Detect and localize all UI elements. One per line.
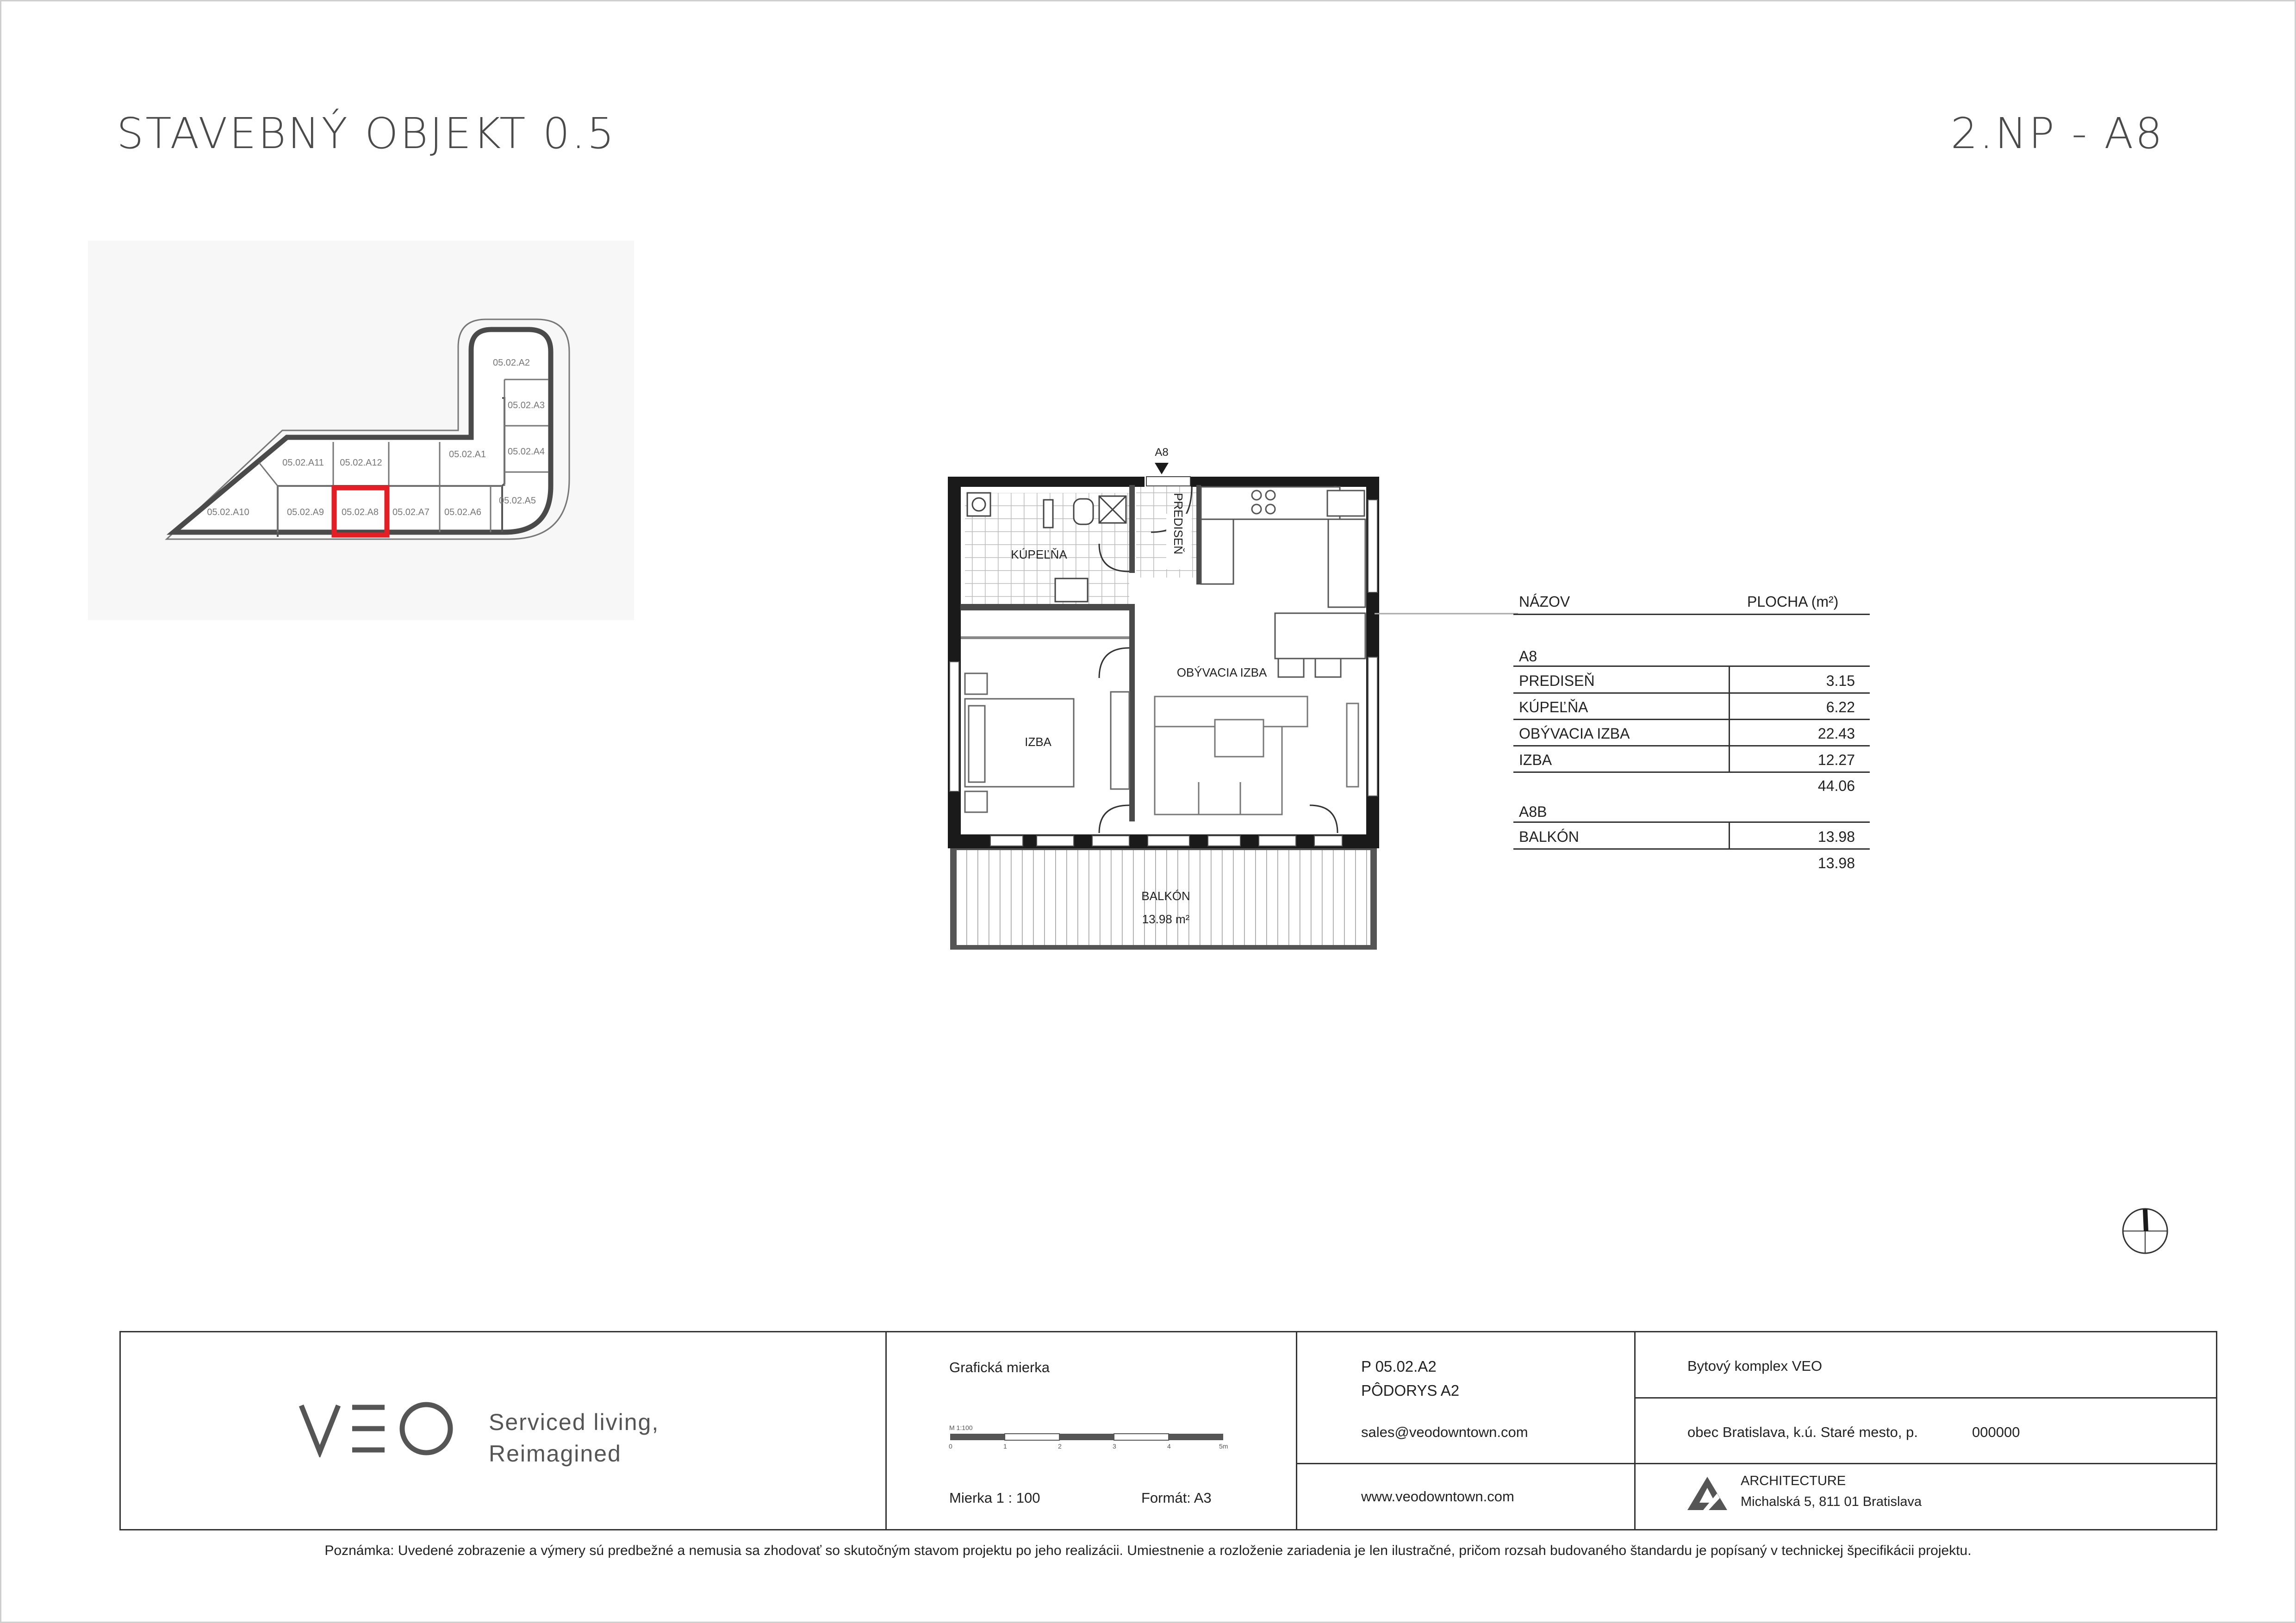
- row-name: OBÝVACIA IZBA: [1519, 725, 1630, 742]
- tagline-line-2: Reimagined: [489, 1441, 622, 1467]
- row-area: 22.43: [1817, 725, 1855, 742]
- window-right-upper: [1368, 500, 1377, 592]
- living-balcony-door-swing: [1310, 805, 1338, 833]
- row-area: 12.27: [1817, 752, 1855, 768]
- row-name: KÚPEĽŇA: [1519, 699, 1588, 715]
- balcony-area-label: 13.98 m²: [1142, 912, 1190, 926]
- area-table: [1513, 588, 1870, 875]
- unit-label-a5: 05.02.A5: [498, 496, 536, 506]
- scale-tick-0: 0: [949, 1443, 952, 1450]
- col-header-area: PLOCHA (m²): [1747, 593, 1839, 610]
- veo-logo: [299, 1402, 466, 1457]
- bedroom-balcony-door-swing: [1099, 805, 1129, 833]
- disclaimer-note: Poznámka: Uvedené zobrazenie a výmery sú predbežné a nemusia sa zhodovať so skutočným stavom projektu po jeho realizácii. Umiestnenie a rozloženie zariadenia je len ilustračné, pričom rozsah budovaného štandardu je popísaný v technickej špecifikácii projektu.: [324, 1543, 1972, 1558]
- project-title: STAVEBNÝ OBJEKT 0.5: [117, 109, 616, 158]
- floor-plan: [940, 440, 1402, 963]
- scale-bar: [949, 1432, 1227, 1455]
- row-name: IZBA: [1519, 752, 1552, 768]
- hall-label: PREDISEŇ: [1171, 493, 1185, 554]
- windows: [990, 836, 1342, 846]
- balcony-railing-front: [951, 945, 1376, 950]
- living-label: OBÝVACIA IZBA: [1176, 665, 1267, 679]
- leader-line: [1375, 610, 1518, 617]
- row-area: 13.98: [1817, 828, 1855, 845]
- tagline-line-1: Serviced living,: [489, 1409, 660, 1435]
- key-plan: [88, 241, 634, 620]
- unit-title: 2.NP - A8: [1950, 109, 2164, 158]
- kitchen: [1201, 487, 1365, 677]
- unit-label-a1: 05.02.A1: [448, 449, 486, 460]
- parcel-number: 000000: [1972, 1424, 2020, 1440]
- architect-logo-icon: [1686, 1475, 1728, 1512]
- row-name: BALKÓN: [1519, 828, 1579, 845]
- drawing-title: PÔDORYS A2: [1361, 1382, 1460, 1399]
- project-name: Bytový komplex VEO: [1687, 1358, 1823, 1374]
- entry-arrow-icon: [1155, 463, 1169, 474]
- unit-label-a7: 05.02.A7: [392, 507, 430, 517]
- balcony-railing-left: [951, 849, 957, 949]
- entry-label: A8: [1155, 446, 1169, 459]
- unit-label-a11: 05.02.A11: [282, 458, 324, 468]
- bathroom-label: KÚPEĽŇA: [1011, 547, 1067, 561]
- group-label-a8b: A8B: [1519, 803, 1547, 820]
- scale-tick-3: 3: [1113, 1443, 1116, 1450]
- unit-label-a2: 05.02.A2: [492, 358, 530, 368]
- col-header-name: NÁZOV: [1519, 593, 1570, 610]
- bedroom-label: IZBA: [1025, 735, 1052, 749]
- scale-tick-1: 1: [1003, 1443, 1007, 1450]
- unit-label-a9: 05.02.A9: [286, 507, 324, 517]
- website-link: www.veodowntown.com: [1361, 1488, 1514, 1505]
- architect-address: Michalská 5, 811 01 Bratislava: [1741, 1494, 1922, 1509]
- scale-value: Mierka 1 : 100: [949, 1490, 1040, 1506]
- architect-name: ARCHITECTURE: [1741, 1474, 1846, 1488]
- paper-format: Formát: A3: [1141, 1490, 1212, 1506]
- scale-tick-2: 2: [1058, 1443, 1062, 1450]
- unit-label-a12: 05.02.A12: [340, 458, 382, 468]
- contact-email: sales@veodowntown.com: [1361, 1424, 1528, 1440]
- scale-tick-4: 4: [1167, 1443, 1171, 1450]
- unit-label-a10: 05.02.A10: [207, 507, 249, 517]
- title-block: [119, 1331, 2217, 1530]
- scale-tick-5m: 5m: [1219, 1443, 1228, 1450]
- unit-label-a8: 05.02.A8: [341, 507, 379, 517]
- unit-label-a4: 05.02.A4: [507, 447, 545, 457]
- row-area: 3.15: [1826, 672, 1855, 689]
- row-area: 6.22: [1826, 699, 1855, 715]
- unit-label-a3: 05.02.A3: [507, 400, 545, 410]
- living-furniture: [1155, 696, 1358, 815]
- group-total-a8: 44.06: [1817, 777, 1855, 794]
- unit-label-a6: 05.02.A6: [444, 507, 482, 517]
- north-arrow-icon: [2120, 1206, 2171, 1256]
- scale-bar-caption: M 1:100: [949, 1424, 973, 1431]
- project-location: obec Bratislava, k.ú. Staré mesto, p.: [1687, 1424, 1918, 1440]
- entry-door-opening: [1146, 477, 1190, 486]
- drawing-code: P 05.02.A2: [1361, 1358, 1437, 1375]
- scale-heading: Grafická mierka: [949, 1359, 1050, 1375]
- window-left: [950, 662, 959, 791]
- row-name: PREDISEŇ: [1519, 672, 1595, 689]
- window-right-lower: [1368, 657, 1377, 796]
- balcony-label: BALKÓN: [1141, 889, 1190, 903]
- group-total-a8b: 13.98: [1817, 855, 1855, 871]
- balcony-railing-right: [1370, 849, 1376, 949]
- bedroom-door-swing: [1099, 648, 1129, 678]
- group-label-a8: A8: [1519, 648, 1537, 665]
